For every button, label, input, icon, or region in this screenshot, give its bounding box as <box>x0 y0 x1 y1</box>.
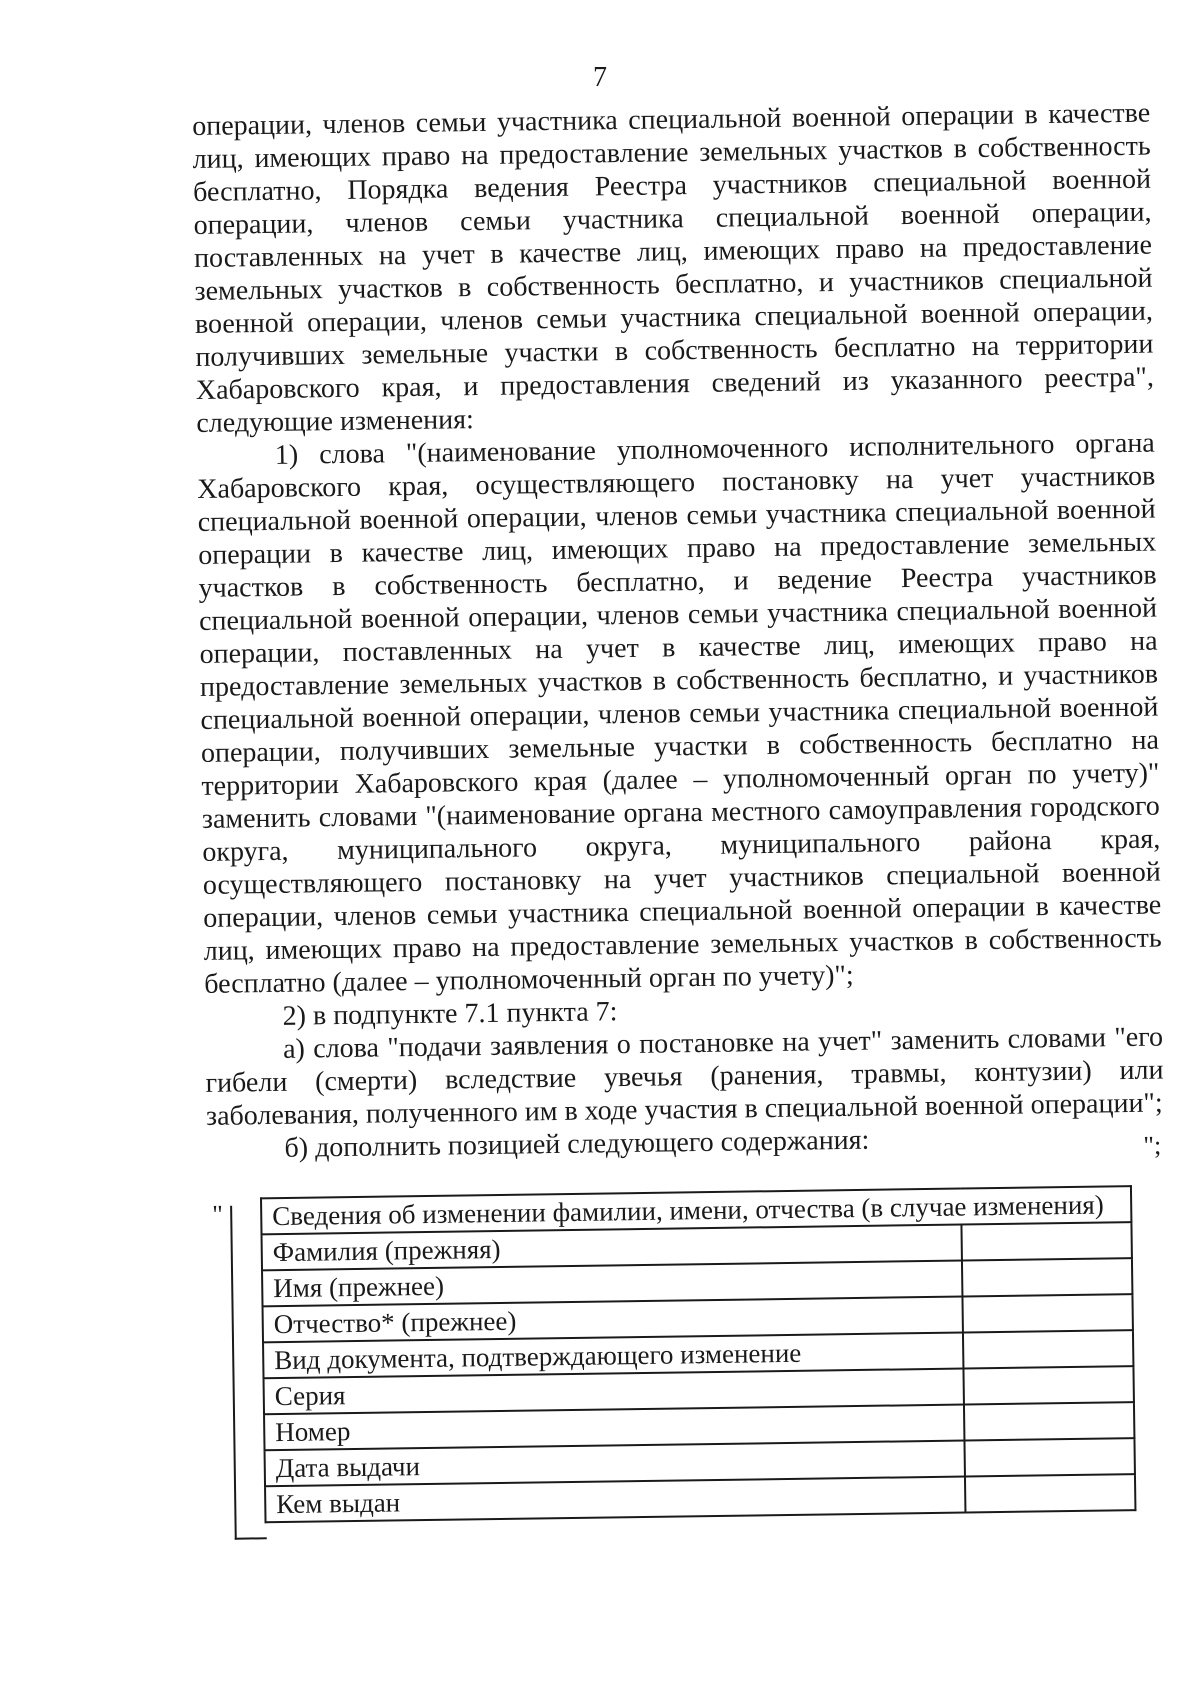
table-row-value <box>964 1438 1134 1476</box>
name-change-table <box>260 1185 1136 1523</box>
table-row-label: Номер <box>264 1405 964 1451</box>
table-row-label: Отчество* (прежнее) <box>263 1297 963 1343</box>
table-header-cell: Сведения об изменении фамилии, имени, отчества (в случае изменения) <box>261 1186 1131 1234</box>
table-row-label: Дата выдачи <box>265 1441 965 1487</box>
table-row-value <box>965 1474 1135 1512</box>
table-row-value <box>962 1294 1132 1332</box>
paragraph-2: 1) слова "(наименование уполномоченного исполнительного органа Хабаровского края, осуществляющего постановку на учет участников специальной военной операции, членов семьи участника специальной военной операции в качестве лиц, имеющих право на предоставление земельных участков в собственность бесплатно, и ведение Реестра участников специальной военной операции, членов семьи участника специальной военной операции, поставленных на учет в качестве лиц, имеющих право на предоставление земельных участков в собственность бесплатно, и участников специальной военной операции, членов семьи участника специальной военной операции, получивших земельные участки в собственность бесплатно на территории Хабаровского края (далее – уполномоченный орган по учету)" заменить словами "(наименование органа местного самоуправления городского округа, муниципального округа, муниципального района края, осуществляющего постановку на учет участников специальной военной операции, членов семьи участника специальной военной операции в качестве лиц, имеющих право на предоставление земельных участков в собственность бесплатно (далее – уполномоченный орган по учету)"; <box>197 427 1162 1000</box>
table-row-value <box>961 1222 1131 1260</box>
table-open-quote: " <box>212 1199 224 1229</box>
paragraph-5: б) дополнить позицией следующего содержания: <box>284 1124 870 1164</box>
table-row-label: Кем выдан <box>265 1477 965 1523</box>
page-number: 7 <box>593 62 607 93</box>
table-row-label: Серия <box>264 1369 964 1415</box>
paragraph-4: а) слова "подачи заявления о постановке на учет" заменить словами "его гибели (смерти) вследствие увечья (ранения, травмы, контузии) или заболевания, полученного им в ходе участия в специальной военной операции"; <box>205 1021 1164 1132</box>
table-row-label: Имя (прежнее) <box>262 1261 962 1307</box>
table-row-value <box>963 1330 1133 1368</box>
table-row-value <box>964 1402 1134 1440</box>
paragraph-1: операции, членов семьи участника специальной военной операции в качестве лиц, имеющих право на предоставление земельных участков в собственность бесплатно, Порядка ведения Реестра участников специальной военной операции, членов семьи участника специальной военной операции, поставленных на учет в качестве лиц, имеющих право на предоставление земельных участков в собственность бесплатно, и участников специальной военной операции, членов семьи участника специальной военной операции, получивших земельные участки в собственность бесплатно на территории Хабаровского края, и предоставления сведений из указанного реестра", следующие изменения: <box>192 97 1155 439</box>
document-body <box>192 97 1165 1166</box>
table-row-label: Вид документа, подтверждающего изменение <box>263 1333 963 1379</box>
paragraph-3: 2) в подпункте 7.1 пункта 7: <box>282 996 618 1032</box>
table-row-value <box>963 1366 1133 1404</box>
table-close-quote: "; <box>1143 1130 1162 1160</box>
table-row-value <box>962 1258 1132 1296</box>
table-row-label: Фамилия (прежняя) <box>262 1225 962 1271</box>
